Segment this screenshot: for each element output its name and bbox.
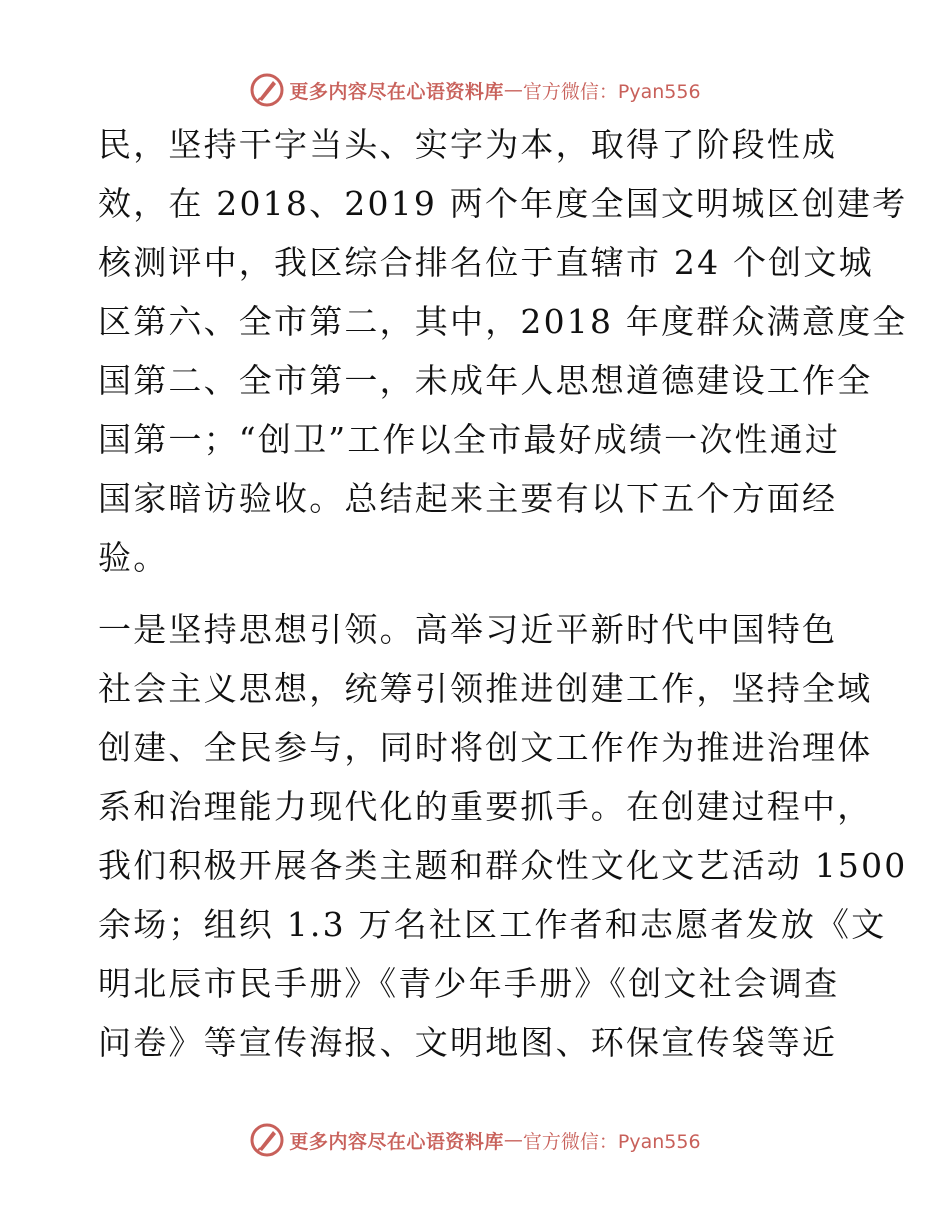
footer-separator: — (503, 1129, 523, 1151)
body-line: 系和治理能力现代化的重要抓手。在创建过程中， (98, 787, 873, 826)
body-line: 国第一；“创卫”工作以全市最好成绩一次性通过 (98, 420, 841, 459)
body-line: 区第六、全市第二，其中，2018 年度群众满意度全 (98, 302, 908, 341)
body-line: 验。 (98, 538, 169, 577)
body-line: 民，坚持干字当头、实字为本，取得了阶段性成 (98, 125, 838, 164)
body-line: 创建、全民参与，同时将创文工作作为推进治理体 (98, 728, 873, 767)
header-watermark (0, 70, 950, 110)
body-line: 核测评中，我区综合排名位于直辖市 24 个创文城 (98, 243, 874, 282)
header-separator: — (503, 79, 523, 101)
body-line: 余场；组织 1.3 万名社区工作者和志愿者发放《文 (98, 905, 887, 944)
body-line: 国第二、全市第一，未成年人思想道德建设工作全 (98, 361, 873, 400)
body-line: 国家暗访验收。总结起来主要有以下五个方面经 (98, 479, 838, 518)
footer-brand-text: 更多内容尽在心语资料库 (289, 1130, 504, 1153)
header-wechat-text: 官方微信：Pyan556 (522, 80, 701, 103)
footer-watermark (0, 1120, 950, 1160)
header-brand-text: 更多内容尽在心语资料库 (289, 80, 504, 103)
body-line: 我们积极开展各类主题和群众性文化文艺活动 1500 (98, 846, 908, 885)
quill-logo-icon (249, 72, 285, 108)
footer-wechat-text: 官方微信：Pyan556 (522, 1130, 701, 1153)
body-line: 问卷》等宣传海报、文明地图、环保宣传袋等近 (98, 1023, 838, 1062)
body-line: 效，在 2018、2019 两个年度全国文明城区创建考 (98, 184, 908, 223)
body-line: 一是坚持思想引领。高举习近平新时代中国特色 (98, 610, 838, 649)
body-line: 社会主义思想，统筹引领推进创建工作，坚持全域 (98, 669, 873, 708)
quill-logo-icon (249, 1122, 285, 1158)
body-line: 明北辰市民手册》《青少年手册》《创文社会调查 (98, 964, 840, 1003)
